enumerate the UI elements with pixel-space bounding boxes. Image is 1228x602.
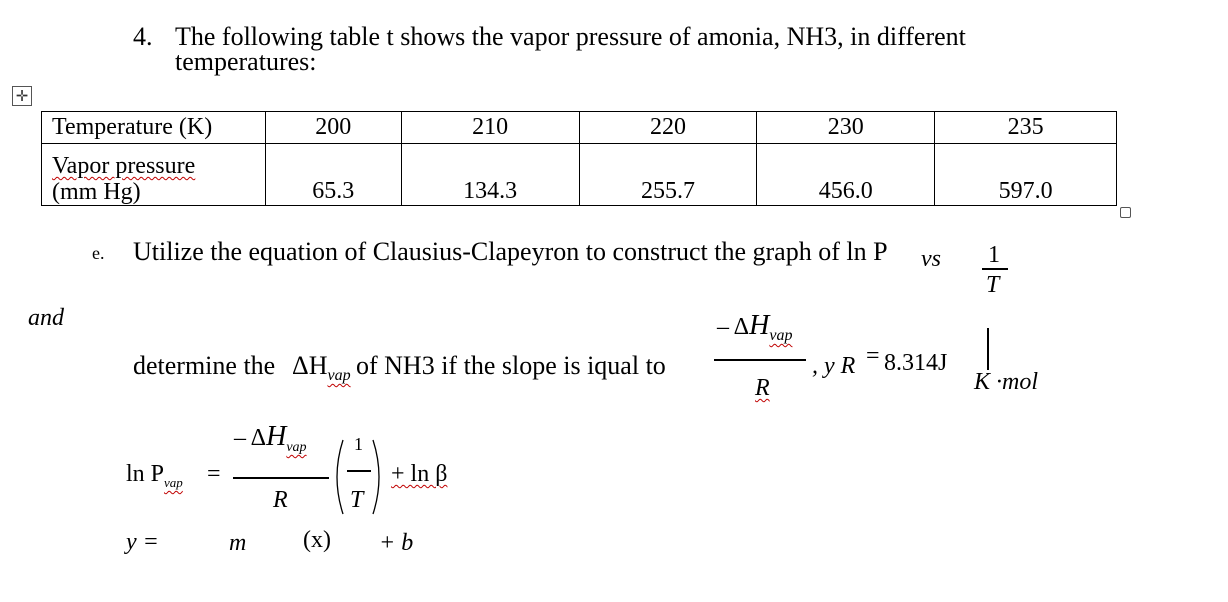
pressure-cell: 255.7: [579, 144, 757, 206]
pressure-cell: 134.3: [401, 144, 579, 206]
delta-h: [292, 352, 351, 390]
vapor-pressure-table: [41, 111, 1117, 206]
slope-subscript: vap: [769, 326, 793, 344]
temperature-cell: 210: [401, 112, 579, 144]
linear-x: (x): [303, 527, 331, 553]
linear-m: m: [229, 530, 247, 556]
and-label: and: [28, 305, 64, 331]
pressure-cell: 456.0: [757, 144, 935, 206]
question-text-line1: The following table t shows the vapor pressure of amonia, NH3, in different: [175, 22, 966, 51]
delta-h-symbol: ΔH: [292, 351, 328, 380]
temperature-cell: 220: [579, 112, 757, 144]
temperature-cell: 200: [265, 112, 401, 144]
vapor-pressure-header-line2: (mm Hg): [52, 179, 141, 205]
plus-ln-beta-text: + ln β: [391, 461, 448, 487]
equation-equals: =: [207, 461, 221, 487]
equation-subscript: vap: [286, 439, 307, 455]
determine-text: determine the: [133, 351, 276, 380]
equation-denominator: R: [273, 487, 288, 513]
equation-numerator: [234, 421, 307, 461]
slope-fraction-bar: [714, 359, 806, 361]
determine-mid-text: of NH3 if the slope is iqual to: [356, 351, 666, 380]
question-number: 4.: [133, 22, 153, 51]
fraction-numerator: 1: [988, 242, 1000, 268]
linear-b: + b: [379, 530, 414, 556]
equation-fraction-bar: [233, 477, 329, 479]
table-resize-handle-icon[interactable]: [1120, 207, 1131, 218]
pressure-cell: 597.0: [935, 144, 1117, 206]
r-units: K ·mol: [974, 369, 1039, 395]
determine-line: [133, 352, 275, 380]
slope-h: H: [749, 310, 770, 341]
equation-h: H: [266, 421, 287, 452]
fraction-denominator: T: [986, 272, 1000, 298]
slope-minus-delta: – Δ: [717, 314, 750, 340]
temperature-cell: 230: [757, 112, 935, 144]
equation-minus-delta: – Δ: [234, 425, 267, 451]
slope-numerator: [717, 310, 793, 349]
linear-y: y =: [126, 529, 159, 555]
units-bar: [987, 328, 989, 370]
paren-numerator: 1: [354, 434, 363, 454]
r-label: , y R: [812, 353, 856, 379]
lnp-term: [126, 461, 183, 496]
vapor-pressure-header: [42, 144, 266, 206]
lnp-text: ln P: [126, 461, 165, 487]
part-e-text: Utilize the equation of Clausius-Clapeyron to construct the graph of ln P: [133, 237, 888, 266]
temperature-header: Temperature (K): [42, 112, 266, 144]
equals-sign: =: [866, 343, 880, 369]
slope-denominator: R: [755, 375, 770, 401]
plus-ln-beta: [391, 461, 447, 487]
vapor-pressure-header-line1: Vapor pressure: [52, 153, 196, 179]
lnp-subscript: vap: [164, 474, 183, 490]
vs-label: vs: [921, 246, 941, 272]
temperature-cell: 235: [935, 112, 1117, 144]
table-move-handle-icon[interactable]: ✛: [12, 86, 32, 106]
fraction-bar: [982, 268, 1008, 270]
r-value: 8.314J: [884, 350, 948, 376]
part-label: e.: [92, 243, 105, 263]
paren-denominator: T: [350, 487, 364, 513]
pressure-cell: 65.3: [265, 144, 401, 206]
table-row: [42, 112, 1117, 144]
table-row: [42, 144, 1117, 206]
delta-h-subscript: vap: [327, 367, 351, 385]
question-line-2: temperatures:: [175, 47, 317, 76]
paren-fraction-bar: [347, 470, 371, 472]
